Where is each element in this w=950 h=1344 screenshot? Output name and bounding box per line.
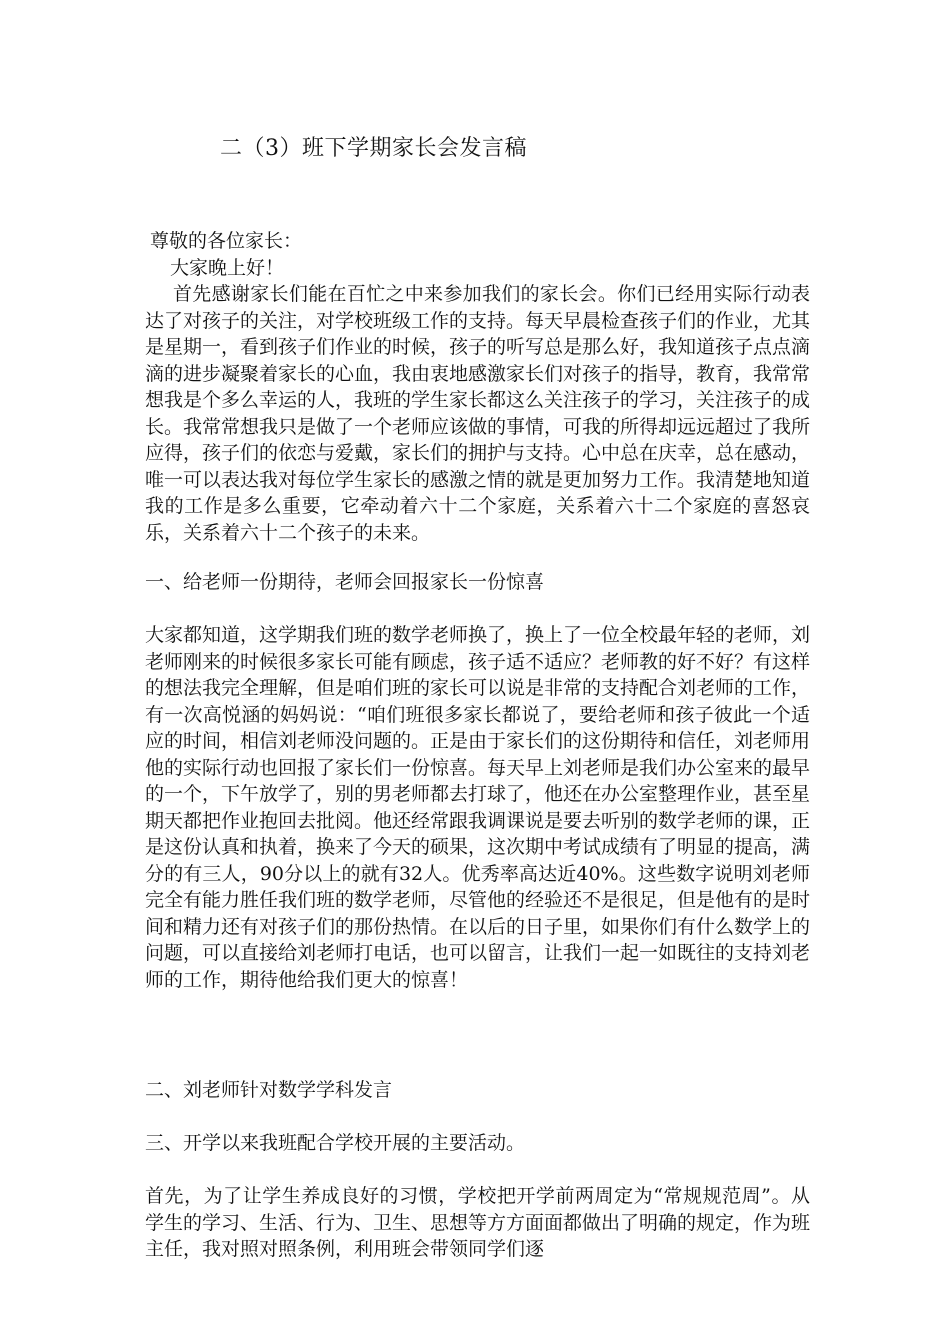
salutation: 尊敬的各位家长： — [150, 230, 303, 252]
section1-paragraph: 大家都知道，这学期我们班的数学老师换了，换上了一位全校最年轻的老师，刘老师刚来的时候很多家长可能有顾虑，孩子适不适应？老师教的好不好？有这样的想法我完全理解，但是咱们班的家长可以说是非常的支持配合刘老师的工作，有一次高悦涵的妈妈说：“咱们班很多家长都说了，要给老师和孩子彼此一个适应的时间，相信刘老师没问题的。正是由于家长们的这份期待和信任，刘老师用他的实际行动也回报了家长们一份惊喜。每天早上刘老师是我们办公室来的最早的一个，下午放学了，别的男老师都去打球了，他还在办公室整理作业，甚至星期天都把作业抱回去批阅。他还经常跟我调课说是要去听别的数学老师的课，正是这份认真和执着，换来了今天的硕果，这次期中考试成绩有了明显的提高，满分的有三人，90分以上的就有32人。优秀率高达近40%。这些数字说明刘老师完全有能力胜任我们班的数学老师，尽管他的经验还不是很足，但是他有的是时间和精力还有对孩子们的那份热情。在以后的日子里，如果你们有什么数学上的问题，可以直接给刘老师打电话，也可以留言，让我们一起一如既往的支持刘老师的工作，期待他给我们更大的惊喜！ — [145, 624, 811, 991]
section3-heading: 三、开学以来我班配合学校开展的主要活动。 — [145, 1132, 526, 1154]
intro-paragraph: 首先感谢家长们能在百忙之中来参加我们的家长会。你们已经用实际行动表达了对孩子的关注，对学校班级工作的支持。每天早晨检查孩子们的作业，尤其是星期一，看到孩子们作业的时候，孩子的听写总是那么好，我知道孩子点点滴滴的进步凝聚着家长的心血，我由衷地感激家长们对孩子的指导，教育，我常常想我是个多么幸运的人，我班的学生家长都这么关注孩子的学习，关注孩子的成长。我常常想我只是做了一个老师应该做的事情，可我的所得却远远超过了我所应得，孩子们的依恋与爱戴，家长们的拥护与支持。心中总在庆幸，总在感动，唯一可以表达我对每位学生家长的感激之情的就是更加努力工作。我清楚地知道我的工作是多么重要，它牵动着六十二个家庭，关系着六十二个家庭的喜怒哀乐，关系着六十二个孩子的未来。 — [145, 283, 811, 544]
page-title: 二（3）班下学期家长会发言稿 — [220, 136, 527, 161]
section3-paragraph: 首先，为了让学生养成良好的习惯，学校把开学前两周定为“常规规范周”。从学生的学习、生活、行为、卫生、思想等方方面面都做出了明确的规定，作为班主任，我对照对照条例，利用班会带领同学们逐 — [145, 1185, 811, 1260]
section1-heading: 一、给老师一份期待，老师会回报家长一份惊喜 — [145, 571, 545, 593]
greeting: 大家晚上好！ — [170, 256, 285, 279]
section2-heading: 二、刘老师针对数学学科发言 — [145, 1079, 393, 1101]
opening-block — [145, 228, 810, 546]
